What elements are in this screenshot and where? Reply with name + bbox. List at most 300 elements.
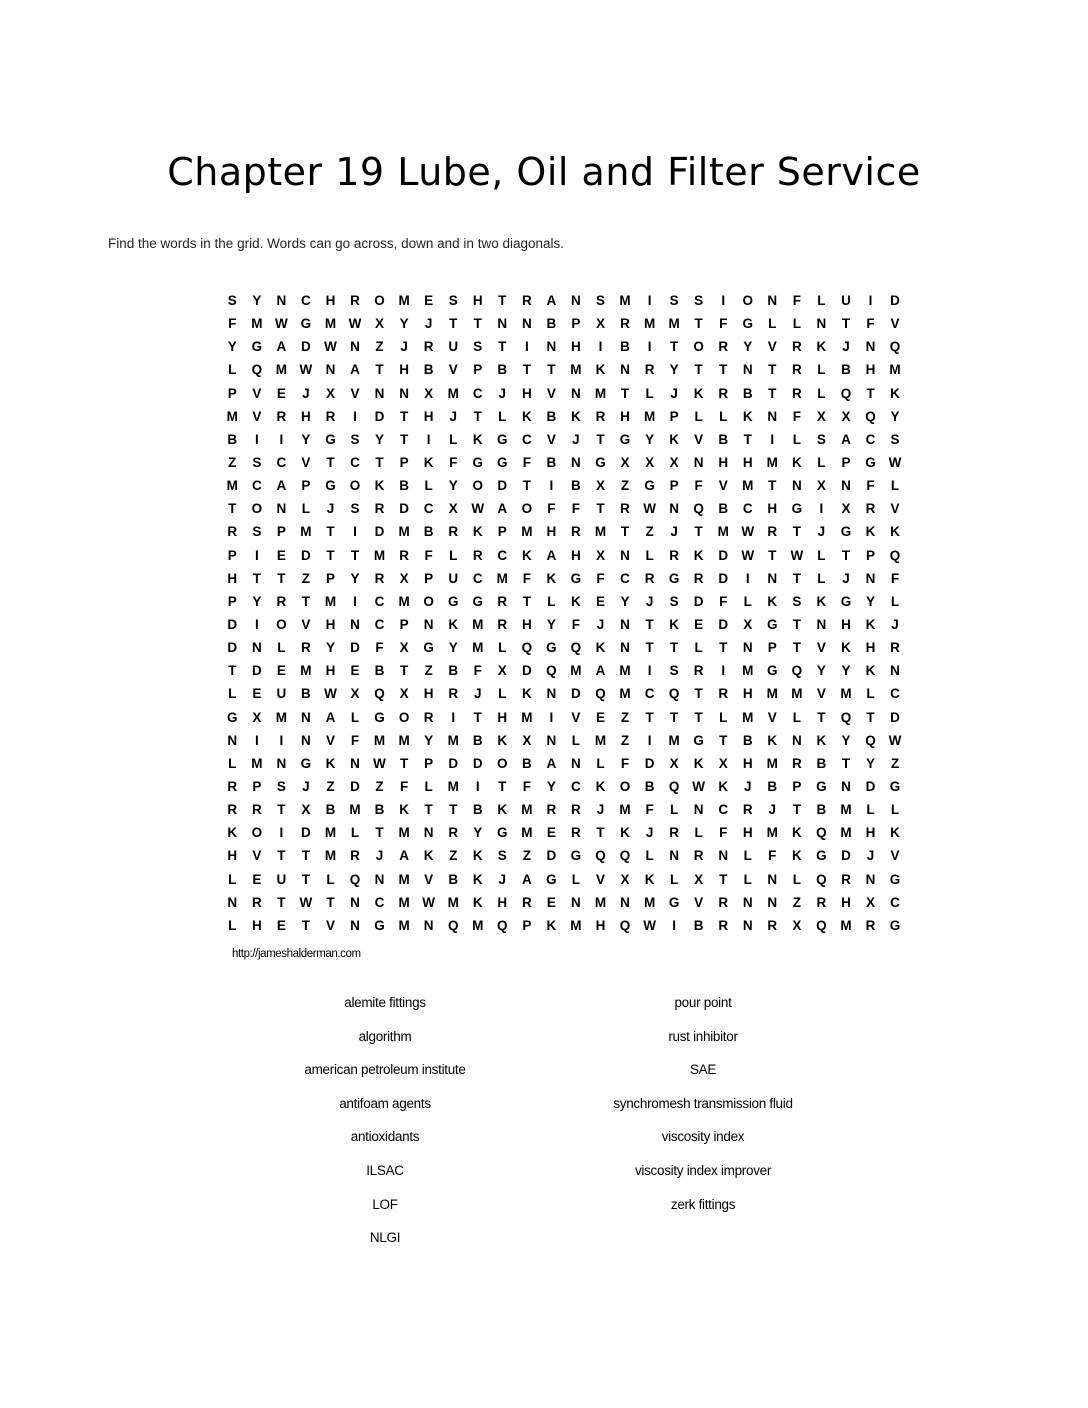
grid-letter: J [375, 848, 384, 864]
grid-letter: M [594, 894, 607, 910]
grid-letter: I [647, 663, 652, 679]
grid-letter: L [424, 778, 433, 794]
grid-letter: R [546, 802, 557, 818]
grid-letter: F [719, 593, 728, 609]
grid-letter: B [571, 478, 581, 494]
grid-letter: M [840, 802, 852, 818]
grid-letter: K [816, 732, 827, 748]
grid-letter: J [326, 501, 335, 517]
grid-letter: T [498, 293, 507, 308]
grid-letter: Y [620, 593, 630, 609]
grid-letter: K [791, 848, 802, 864]
grid-letter: M [889, 362, 901, 378]
grid-letter: M [619, 686, 631, 702]
grid-letter: N [742, 362, 753, 378]
grid-letter: T [645, 616, 654, 632]
grid-letter: T [301, 917, 311, 933]
grid-letter: M [570, 362, 582, 378]
grid-letter: H [423, 408, 434, 424]
grid-letter: F [645, 802, 654, 818]
grid-letter: O [374, 293, 385, 308]
grid-letter: G [889, 871, 901, 887]
grid-letter: M [594, 524, 607, 540]
grid-letter: T [694, 709, 703, 725]
grid-letter: X [424, 385, 434, 401]
grid-letter: S [448, 293, 458, 308]
grid-letter: K [865, 524, 876, 540]
grid-letter: T [841, 316, 851, 332]
grid-letter: K [841, 640, 851, 656]
grid-letter: E [276, 917, 286, 933]
grid-letter: M [226, 408, 238, 424]
word-list-item: antioxidants [350, 1129, 420, 1145]
grid-letter: P [276, 524, 286, 540]
grid-letter: C [742, 501, 753, 517]
grid-letter: L [669, 871, 679, 887]
grid-letter: D [251, 663, 262, 679]
grid-letter: B [423, 524, 434, 540]
grid-letter: C [571, 778, 581, 794]
grid-letter: N [423, 616, 434, 632]
grid-letter: N [767, 570, 778, 586]
grid-letter: F [449, 454, 458, 470]
grid-letter: T [449, 802, 458, 818]
grid-letter: N [767, 408, 778, 424]
grid-letter: B [546, 454, 557, 470]
grid-letter: I [426, 431, 431, 447]
grid-letter: T [301, 848, 311, 864]
grid-letter: Z [645, 524, 654, 540]
grid-letter: R [521, 293, 532, 308]
grid-letter: B [816, 755, 827, 771]
grid-letter: M [251, 316, 263, 332]
grid-letter: L [817, 293, 826, 308]
grid-letter: M [398, 524, 410, 540]
grid-row [220, 312, 900, 335]
grid-letter: D [521, 663, 532, 679]
grid-letter: K [472, 431, 483, 447]
grid-letter: N [816, 316, 827, 332]
grid-letter: E [350, 663, 360, 679]
grid-letter: F [571, 616, 581, 632]
grid-letter: G [619, 431, 631, 447]
grid-letter: R [595, 408, 606, 424]
grid-letter: G [644, 478, 655, 494]
grid-letter: M [521, 709, 533, 725]
grid-letter: G [447, 593, 459, 609]
grid-letter: X [325, 385, 335, 401]
source-url: http://jameshalderman.com [232, 948, 361, 960]
grid-letter: J [670, 385, 678, 401]
grid-letter: O [276, 616, 287, 632]
grid-letter: R [448, 686, 459, 702]
grid-letter: R [669, 547, 679, 563]
grid-letter: H [227, 570, 238, 586]
grid-letter: Y [841, 663, 851, 679]
grid-letter: L [817, 454, 826, 470]
grid-letter: X [595, 547, 605, 563]
grid-letter: W [643, 501, 656, 517]
grid-letter: M [398, 894, 410, 910]
grid-letter: O [693, 339, 704, 355]
grid-letter: I [598, 339, 603, 355]
grid-letter: X [595, 316, 605, 332]
grid-letter: H [865, 362, 876, 378]
grid-letter: L [277, 640, 286, 656]
grid-row [220, 821, 900, 844]
grid-letter: K [521, 408, 532, 424]
grid-letter: H [767, 501, 778, 517]
grid-letter: N [227, 732, 238, 748]
grid-letter: M [521, 524, 533, 540]
grid-letter: L [866, 686, 875, 702]
grid-letter: X [399, 686, 409, 702]
grid-letter: T [277, 802, 286, 818]
grid-letter: R [448, 524, 459, 540]
grid-letter: T [473, 709, 482, 725]
grid-letter: N [620, 640, 630, 656]
grid-letter: F [866, 316, 875, 332]
grid-letter: V [350, 385, 360, 401]
grid-letter: M [742, 709, 754, 725]
grid-row [220, 868, 901, 891]
grid-letter: Q [816, 871, 827, 887]
grid-letter: T [498, 339, 507, 355]
grid-letter: G [668, 570, 680, 586]
grid-letter: P [792, 778, 802, 794]
grid-letter: M [619, 802, 631, 818]
grid-row [220, 682, 900, 705]
grid-letter: D [399, 501, 409, 517]
grid-letter: R [742, 802, 753, 818]
grid-letter: M [840, 825, 852, 841]
grid-letter: L [498, 408, 507, 424]
grid-letter: V [301, 454, 311, 470]
grid-row [220, 775, 901, 798]
grid-letter: X [350, 686, 360, 702]
grid-letter: L [228, 362, 237, 378]
grid-letter: N [546, 686, 557, 702]
grid-letter: T [792, 524, 801, 540]
grid-letter: T [449, 316, 458, 332]
grid-letter: G [840, 593, 852, 609]
grid-letter: W [348, 316, 362, 332]
grid-letter: J [498, 871, 507, 887]
grid-letter: X [669, 755, 679, 771]
grid-row [220, 289, 900, 312]
grid-letter: N [669, 848, 679, 864]
grid-letter: T [228, 501, 237, 517]
grid-letter: A [325, 709, 336, 725]
grid-letter: L [743, 848, 752, 864]
grid-letter: O [251, 501, 263, 517]
grid-letter: K [448, 616, 459, 632]
grid-letter: V [890, 848, 900, 864]
word-list-item: zerk fittings [670, 1196, 736, 1212]
grid-letter: T [375, 362, 384, 378]
grid-letter: L [866, 802, 875, 818]
grid-letter: Y [546, 778, 556, 794]
grid-letter: R [693, 663, 704, 679]
grid-letter: L [301, 501, 311, 517]
grid-letter: R [227, 524, 238, 540]
grid-letter: U [276, 686, 287, 702]
grid-letter: M [300, 663, 312, 679]
grid-letter: B [399, 478, 409, 494]
grid-letter: W [422, 894, 436, 910]
grid-letter: M [521, 802, 533, 818]
grid-letter: T [498, 778, 507, 794]
grid-letter: N [276, 293, 287, 308]
grid-letter: H [251, 917, 262, 933]
grid-letter: L [694, 825, 703, 841]
grid-letter: Y [252, 593, 262, 609]
grid-letter: Y [227, 339, 237, 355]
grid-letter: M [643, 408, 656, 424]
grid-letter: L [547, 593, 556, 609]
grid-letter: M [324, 593, 337, 609]
grid-row [220, 636, 900, 659]
grid-letter: R [620, 316, 630, 332]
grid-letter: B [472, 732, 483, 748]
grid-letter: I [647, 293, 652, 308]
grid-letter: R [841, 871, 851, 887]
grid-letter: I [721, 663, 726, 679]
grid-letter: K [472, 871, 483, 887]
grid-letter: H [865, 640, 876, 656]
grid-letter: O [251, 825, 263, 841]
grid-row [220, 659, 900, 682]
grid-letter: K [890, 825, 900, 841]
grid-letter: R [816, 894, 827, 910]
grid-letter: T [645, 709, 654, 725]
grid-letter: M [349, 802, 361, 818]
grid-letter: M [472, 917, 484, 933]
grid-letter: R [472, 547, 483, 563]
grid-letter: D [546, 848, 557, 864]
grid-letter: T [719, 732, 728, 748]
grid-letter: K [890, 385, 900, 401]
grid-letter: W [324, 339, 337, 355]
grid-letter: W [471, 501, 485, 517]
grid-letter: F [596, 570, 605, 586]
grid-letter: V [546, 385, 556, 401]
grid-letter: Y [865, 755, 875, 771]
grid-letter: H [497, 709, 508, 725]
grid-letter: N [742, 917, 753, 933]
grid-letter: E [546, 825, 556, 841]
grid-letter: T [719, 362, 728, 378]
word-list-right [563, 993, 843, 1228]
grid-letter: C [350, 454, 360, 470]
grid-letter: N [620, 894, 630, 910]
grid-letter: B [767, 778, 778, 794]
grid-letter: N [301, 732, 311, 748]
grid-letter: L [792, 871, 801, 887]
grid-letter: M [742, 478, 754, 494]
grid-letter: F [522, 454, 531, 470]
grid-letter: B [423, 362, 434, 378]
grid-letter: M [324, 848, 337, 864]
grid-letter: T [669, 709, 679, 725]
grid-letter: X [743, 616, 753, 632]
grid-letter: K [595, 362, 606, 378]
grid-letter: U [448, 339, 459, 355]
word-list-item: algorithm [358, 1028, 412, 1044]
grid-letter: Q [595, 848, 606, 864]
grid-letter: X [252, 709, 262, 725]
word-list-item: alemite fittings [344, 995, 426, 1010]
grid-letter: S [816, 431, 826, 447]
grid-letter: Q [668, 778, 680, 794]
grid-letter: M [766, 825, 778, 841]
word-list-item: viscosity index [661, 1129, 745, 1145]
grid-letter: K [644, 871, 655, 887]
grid-letter: T [350, 547, 360, 563]
grid-letter: G [374, 917, 385, 933]
grid-letter: G [325, 478, 336, 494]
grid-letter: I [868, 293, 873, 308]
grid-letter: I [254, 732, 259, 748]
grid-letter: G [865, 454, 876, 470]
grid-letter: P [424, 755, 434, 771]
grid-letter: W [888, 454, 902, 470]
grid-letter: T [399, 663, 409, 679]
grid-letter: J [817, 524, 826, 540]
grid-letter: P [669, 478, 679, 494]
grid-letter: L [645, 385, 654, 401]
grid-letter: O [521, 501, 533, 517]
grid-letter: N [546, 339, 557, 355]
grid-letter: J [302, 385, 310, 401]
grid-letter: T [399, 408, 409, 424]
grid-letter: D [865, 778, 876, 794]
grid-letter: H [571, 547, 581, 563]
grid-letter: U [841, 293, 851, 308]
grid-letter: J [473, 686, 482, 702]
word-list-item: viscosity index improver [634, 1162, 772, 1178]
grid-row [220, 382, 900, 405]
grid-letter: L [596, 755, 605, 771]
grid-letter: S [276, 778, 286, 794]
grid-letter: N [350, 917, 360, 933]
grid-letter: R [693, 848, 704, 864]
grid-letter: P [301, 478, 311, 494]
grid-letter: R [497, 593, 508, 609]
grid-letter: K [693, 385, 704, 401]
grid-letter: K [571, 593, 581, 609]
grid-letter: A [276, 339, 287, 355]
grid-letter: R [865, 501, 876, 517]
grid-letter: N [890, 663, 900, 679]
grid-letter: V [252, 848, 262, 864]
grid-letter: I [254, 547, 259, 563]
grid-letter: V [767, 709, 777, 725]
grid-letter: T [375, 825, 384, 841]
grid-letter: A [546, 755, 557, 771]
grid-letter: L [890, 478, 900, 494]
grid-row [220, 358, 901, 381]
page-title: Chapter 19 Lube, Oil and Filter Service [167, 150, 921, 194]
grid-letter: B [718, 501, 729, 517]
grid-letter: P [865, 547, 875, 563]
grid-letter: H [742, 755, 753, 771]
grid-letter: L [719, 709, 728, 725]
grid-letter: D [718, 616, 729, 632]
grid-letter: T [620, 385, 630, 401]
grid-letter: L [743, 593, 752, 609]
word-list-item: rust inhibitor [668, 1028, 738, 1044]
grid-letter: M [472, 640, 484, 656]
grid-letter: N [350, 894, 360, 910]
grid-letter: Y [375, 431, 385, 447]
grid-letter: T [326, 894, 335, 910]
grid-letter: R [301, 640, 311, 656]
grid-letter: K [521, 547, 532, 563]
grid-letter: B [374, 802, 385, 818]
grid-letter: N [841, 478, 851, 494]
grid-letter: I [549, 709, 554, 725]
grid-letter: H [521, 385, 532, 401]
grid-letter: K [546, 917, 557, 933]
grid-letter: V [252, 385, 262, 401]
grid-letter: G [791, 501, 803, 517]
grid-letter: T [277, 894, 286, 910]
grid-letter: E [276, 385, 286, 401]
grid-letter: H [325, 293, 336, 308]
grid-letter: O [349, 478, 361, 494]
grid-letter: N [423, 825, 434, 841]
grid-letter: C [890, 894, 900, 910]
grid-letter: T [522, 593, 531, 609]
grid-letter: L [768, 316, 777, 332]
grid-letter: F [792, 293, 801, 308]
grid-letter: B [546, 408, 557, 424]
grid-letter: I [475, 778, 480, 794]
grid-letter: F [620, 755, 630, 771]
grid-letter: F [792, 408, 801, 424]
grid-letter: R [423, 709, 434, 725]
grid-letter: Y [546, 616, 556, 632]
grid-letter: L [792, 316, 801, 332]
grid-letter: Y [424, 732, 434, 748]
grid-letter: Z [792, 894, 801, 910]
grid-letter: T [792, 640, 801, 656]
grid-letter: B [472, 802, 483, 818]
grid-row [220, 567, 900, 590]
grid-letter: Y [743, 339, 753, 355]
grid-letter: T [768, 362, 777, 378]
grid-letter: G [472, 593, 483, 609]
grid-letter: Y [325, 640, 335, 656]
grid-letter: J [498, 385, 507, 401]
grid-letter: A [399, 848, 409, 864]
grid-letter: K [595, 778, 606, 794]
grid-letter: N [301, 709, 311, 725]
grid-letter: I [279, 825, 284, 841]
grid-letter: I [647, 732, 652, 748]
grid-letter: R [521, 894, 532, 910]
grid-letter: I [279, 431, 284, 447]
grid-letter: L [669, 802, 679, 818]
grid-letter: S [669, 593, 679, 609]
grid-letter: C [472, 570, 483, 586]
grid-letter: H [718, 454, 729, 470]
grid-letter: D [571, 686, 581, 702]
grid-letter: P [399, 454, 409, 470]
grid-letter: P [227, 593, 237, 609]
grid-letter: T [841, 755, 851, 771]
